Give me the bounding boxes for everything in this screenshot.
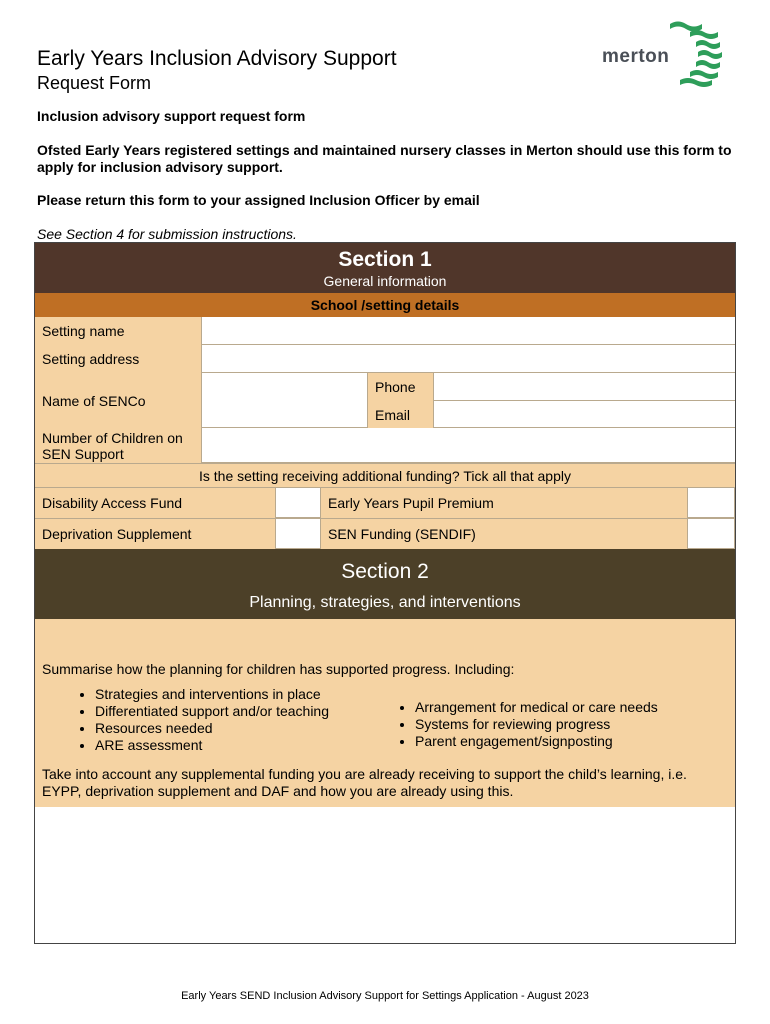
bullets-left [35, 686, 329, 754]
deprivation-label: Deprivation Supplement [35, 518, 275, 549]
planning-guidance [35, 619, 735, 807]
deprivation-checkbox[interactable] [275, 518, 321, 549]
phone-field[interactable] [433, 373, 735, 401]
request-form [34, 242, 736, 944]
list-item: • Differentiated support and/or teaching [95, 703, 329, 720]
merton-logo [600, 18, 726, 90]
page-subtitle: Request Form [37, 73, 152, 93]
section1-header [35, 243, 735, 293]
sendif-label: SEN Funding (SENDIF) [321, 518, 687, 549]
setting-address-label: Setting address [35, 345, 201, 373]
email-label: Email [367, 401, 433, 428]
children-sen-field[interactable] [201, 428, 735, 463]
setting-name-field[interactable] [201, 317, 735, 345]
section2-title: Section 2 [341, 560, 429, 583]
funding-question: Is the setting receiving additional funding? Tick all that apply [35, 463, 735, 487]
setting-address-field[interactable] [201, 345, 735, 373]
list-item: • Strategies and interventions in place [95, 686, 329, 703]
senco-name-label: Name of SENCo [35, 373, 201, 428]
eligibility-text: Ofsted Early Years registered settings and maintained nursery classes in Merton should use this form to apply for inclusion advisory support. [37, 142, 732, 175]
submission-note: See Section 4 for submission instructions. [37, 226, 297, 242]
return-instruction: Please return this form to your assigned Inclusion Officer by email [37, 192, 480, 208]
sendif-checkbox[interactable] [687, 518, 735, 549]
eypp-checkbox[interactable] [687, 487, 735, 518]
list-item: • Arrangement for medical or care needs [415, 699, 658, 716]
email-field[interactable] [433, 401, 735, 428]
funding-note: Take into account any supplemental funding you are already receiving to support the child’s learning, i.e. EYPP, deprivation supplement and DAF and how you are already using this. [42, 766, 687, 799]
eypp-label: Early Years Pupil Premium [321, 487, 687, 518]
bullets-right [355, 699, 658, 750]
page-title: Early Years Inclusion Advisory Support [37, 47, 397, 70]
setting-name-label: Setting name [35, 317, 201, 345]
senco-name-field[interactable] [201, 373, 367, 428]
section2-header [35, 549, 735, 619]
setting-details-header: School /setting details [35, 293, 735, 317]
logo-wordmark: merton [602, 46, 670, 67]
list-item: • Resources needed [95, 720, 329, 737]
daf-label: Disability Access Fund [35, 487, 275, 518]
phone-label: Phone [367, 373, 433, 401]
section1-title: Section 1 [338, 248, 432, 271]
daf-checkbox[interactable] [275, 487, 321, 518]
footer-text: Early Years SEND Inclusion Advisory Support for Settings Application - August 2023 [181, 990, 589, 1002]
list-item: • Parent engagement/signposting [415, 733, 658, 750]
form-heading: Inclusion advisory support request form [37, 108, 306, 124]
section2-subtitle: Planning, strategies, and interventions [249, 594, 521, 611]
children-sen-label: Number of Children on SEN Support [35, 428, 201, 463]
planning-response-field[interactable] [35, 807, 735, 943]
list-item: • ARE assessment [95, 737, 329, 754]
list-item: • Systems for reviewing progress [415, 716, 658, 733]
section1-subtitle: General information [323, 273, 447, 289]
planning-prompt: Summarise how the planning for children has supported progress. Including: [42, 661, 515, 677]
